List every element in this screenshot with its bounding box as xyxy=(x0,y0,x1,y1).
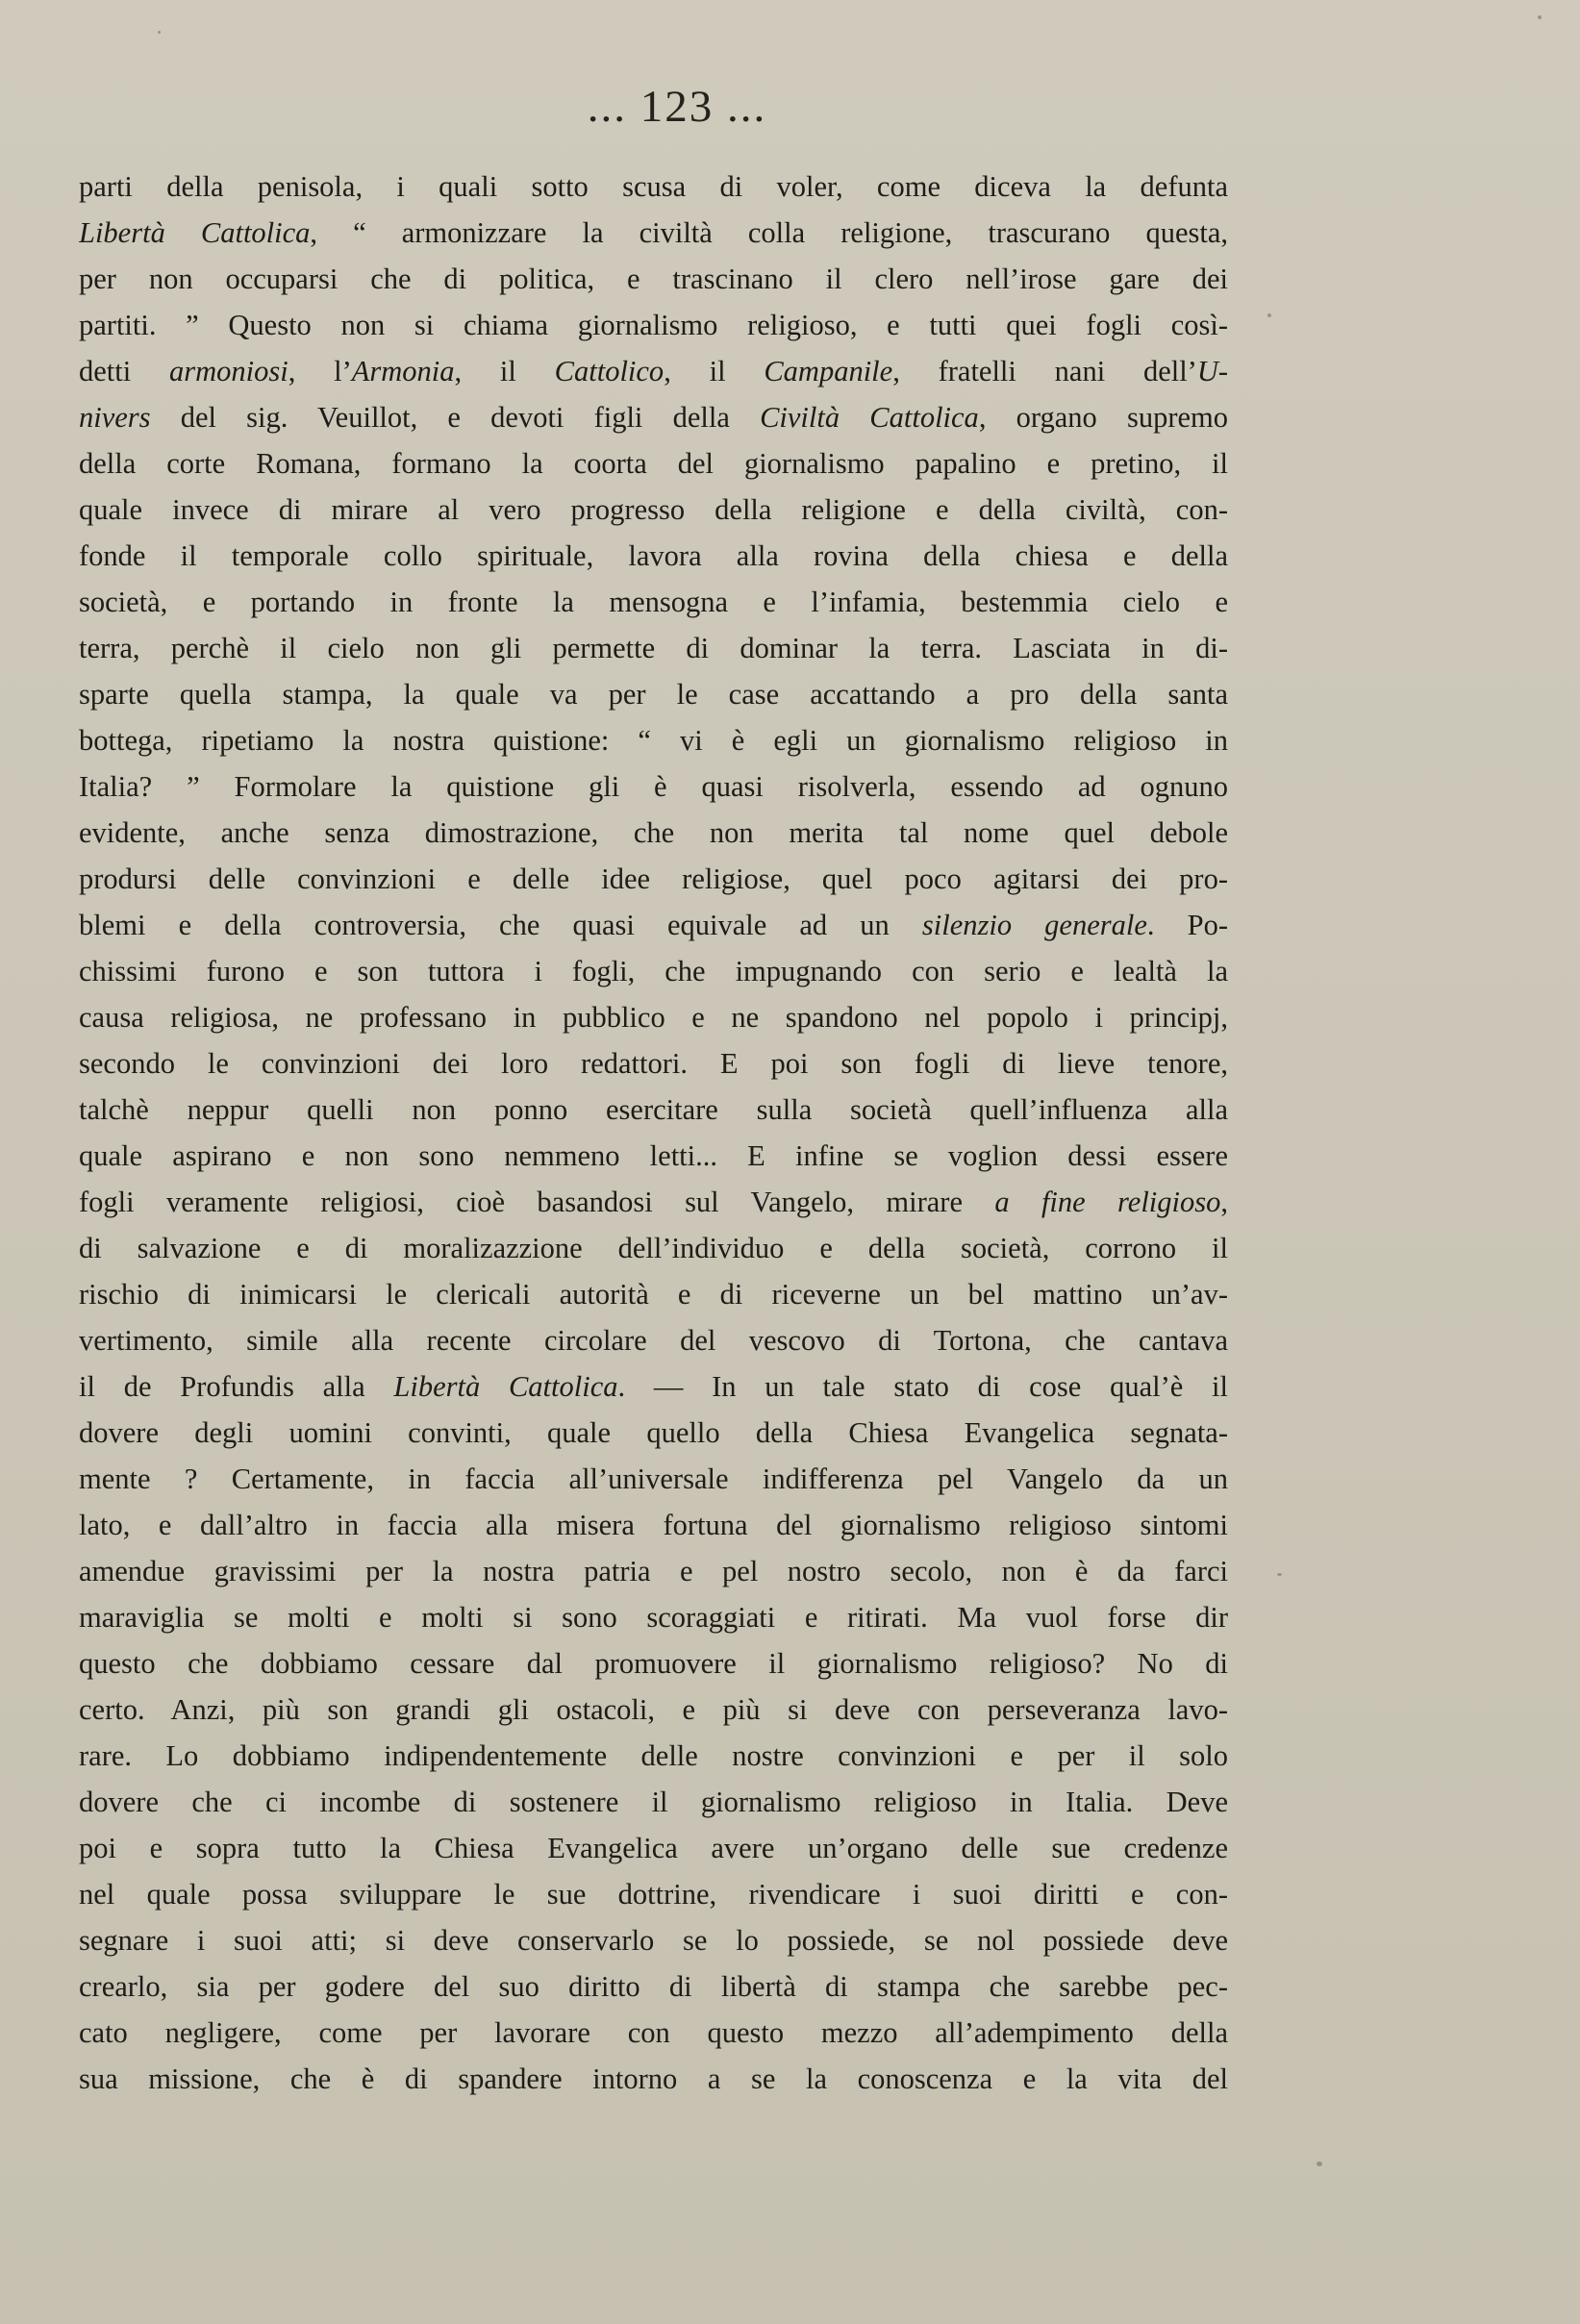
text-segment: di salvazione e di moralizazzione dell’individuo e della società, corrono il xyxy=(79,1232,1228,1264)
text-line xyxy=(79,256,1228,302)
text-line xyxy=(79,1317,1228,1363)
text-segment: vertimento, simile alla recente circolare del vescovo di Tortona, che cantava xyxy=(79,1324,1228,1357)
text-line xyxy=(79,1733,1228,1779)
text-segment: terra, perchè il cielo non gli permette di dominar la terra. Lasciata in di- xyxy=(79,632,1228,664)
text-segment: bottega, ripetiamo la nostra quistione: “ vi è egli un giornalismo religioso in xyxy=(79,724,1228,757)
text-line xyxy=(79,2010,1228,2056)
text-line xyxy=(79,994,1228,1040)
text-segment: maraviglia se molti e molti si sono scoraggiati e ritirati. Ma vuol forse dir xyxy=(79,1601,1228,1634)
text-line xyxy=(79,1502,1228,1548)
italic-text: Libertà Cattolica xyxy=(79,216,311,249)
text-segment: poi e sopra tutto la Chiesa Evangelica avere un’organo delle sue credenze xyxy=(79,1832,1228,1864)
text-segment: , xyxy=(1220,1186,1228,1218)
italic-text: nivers xyxy=(79,401,151,434)
italic-text: armoniosi xyxy=(169,355,288,387)
text-line xyxy=(79,1640,1228,1687)
text-line xyxy=(79,1825,1228,1871)
text-segment: . Po- xyxy=(1146,909,1228,941)
text-segment: sua missione, che è di spandere intorno a se la conoscenza e la vita del xyxy=(79,2062,1228,2095)
text-segment: blemi e della controversia, che quasi equivale ad un xyxy=(79,909,922,941)
text-segment: dovere degli uomini convinti, quale quello della Chiesa Evangelica segnata- xyxy=(79,1416,1228,1449)
text-segment: causa religiosa, ne professano in pubblico e ne spandono nel popolo i principj, xyxy=(79,1001,1228,1034)
italic-text: Armonia xyxy=(351,355,455,387)
text-line xyxy=(79,1687,1228,1733)
text-segment: crearlo, sia per godere del suo diritto di libertà di stampa che sarebbe pec- xyxy=(79,1970,1228,2003)
text-segment: , il xyxy=(664,355,765,387)
text-segment: società, e portando in fronte la mensogna e l’infamia, bestemmia cielo e xyxy=(79,586,1228,618)
text-segment: cato negligere, come per lavorare con questo mezzo all’adempimento della xyxy=(79,2016,1228,2049)
text-line xyxy=(79,394,1228,440)
text-line xyxy=(79,1963,1228,2010)
text-segment: mente ? Certamente, in faccia all’universale indifferenza pel Vangelo da un xyxy=(79,1462,1228,1495)
text-segment: . — In un tale stato di cose qual’è il xyxy=(617,1370,1228,1403)
text-segment: quale invece di mirare al vero progresso della religione e della civiltà, con- xyxy=(79,493,1228,526)
text-segment: detti xyxy=(79,355,169,387)
text-segment: , l’ xyxy=(288,355,352,387)
text-line xyxy=(79,671,1228,717)
text-line xyxy=(79,1410,1228,1456)
text-line xyxy=(79,348,1228,394)
text-line xyxy=(79,533,1228,579)
text-segment: rare. Lo dobbiamo indipendentemente delle nostre convinzioni e per il solo xyxy=(79,1739,1228,1772)
text-line xyxy=(79,163,1228,210)
text-segment: prodursi delle convinzioni e delle idee religiose, quel poco agitarsi dei pro- xyxy=(79,862,1228,895)
text-segment: il de Profundis alla xyxy=(79,1370,394,1403)
text-line xyxy=(79,1917,1228,1963)
text-segment: , il xyxy=(454,355,555,387)
text-line xyxy=(79,302,1228,348)
text-segment: fonde il temporale collo spirituale, lavora alla rovina della chiesa e della xyxy=(79,539,1228,572)
paper-speck xyxy=(1538,15,1542,19)
text-segment: , “ armonizzare la civiltà colla religione, trascurano questa, xyxy=(310,216,1228,249)
text-line xyxy=(79,2056,1228,2102)
italic-text: Libertà Cattolica xyxy=(393,1370,618,1403)
italic-text: Civiltà Cattolica xyxy=(760,401,979,434)
text-line xyxy=(79,902,1228,948)
text-line xyxy=(79,210,1228,256)
text-segment: , fratelli nani dell’ xyxy=(892,355,1197,387)
page-number: ... 123 ... xyxy=(587,82,767,132)
text-segment: chissimi furono e son tuttora i fogli, che impugnando con serio e lealtà la xyxy=(79,955,1228,987)
text-segment: sparte quella stampa, la quale va per le case accattando a pro della santa xyxy=(79,678,1228,711)
text-line xyxy=(79,1594,1228,1640)
text-segment: quale aspirano e non sono nemmeno letti... E infine se voglion dessi essere xyxy=(79,1139,1228,1172)
text-line xyxy=(79,440,1228,487)
italic-text: silenzio generale xyxy=(921,909,1147,941)
text-line xyxy=(79,1040,1228,1087)
text-segment: parti della penisola, i quali sotto scusa di voler, come diceva la defunta xyxy=(79,170,1228,203)
paper-speck xyxy=(1317,2162,1322,2166)
text-segment: segnare i suoi atti; si deve conservarlo se lo possiede, se nol possiede deve xyxy=(79,1924,1228,1957)
text-segment: talchè neppur quelli non ponno esercitare sulla società quell’influenza alla xyxy=(79,1093,1228,1126)
text-line xyxy=(79,717,1228,763)
text-segment: Italia? ” Formolare la quistione gli è quasi risolverla, essendo ad ognuno xyxy=(79,770,1228,803)
italic-text: Cattolico xyxy=(554,355,665,387)
text-line xyxy=(79,1779,1228,1825)
text-segment: del sig. Veuillot, e devoti figli della xyxy=(150,401,761,434)
text-line xyxy=(79,1456,1228,1502)
text-segment: fogli veramente religiosi, cioè basandosi sul Vangelo, mirare xyxy=(79,1186,995,1218)
italic-text: U- xyxy=(1196,355,1228,387)
text-segment: per non occuparsi che di politica, e trascinano il clero nell’irose gare dei xyxy=(79,262,1228,295)
text-segment: amendue gravissimi per la nostra patria e pel nostro secolo, non è da farci xyxy=(79,1555,1228,1587)
text-segment: nel quale possa sviluppare le sue dottrine, rivendicare i suoi diritti e con- xyxy=(79,1878,1228,1911)
text-segment: della corte Romana, formano la coorta del giornalismo papalino e pretino, il xyxy=(79,447,1228,480)
text-line xyxy=(79,1363,1228,1410)
text-line xyxy=(79,810,1228,856)
text-line xyxy=(79,1225,1228,1271)
italic-text: Campanile xyxy=(764,355,893,387)
text-line xyxy=(79,1271,1228,1317)
text-segment: lato, e dall’altro in faccia alla misera fortuna del giornalismo religioso sintomi xyxy=(79,1509,1228,1541)
text-segment: evidente, anche senza dimostrazione, che non merita tal nome quel debole xyxy=(79,816,1228,849)
italic-text: a fine religioso xyxy=(994,1186,1221,1218)
text-segment: dovere che ci incombe di sostenere il giornalismo religioso in Italia. Deve xyxy=(79,1786,1228,1818)
body-text xyxy=(79,163,1228,2102)
text-segment: secondo le convinzioni dei loro redattori. E poi son fogli di lieve tenore, xyxy=(79,1047,1228,1080)
paper-speck xyxy=(1277,1573,1282,1576)
text-line xyxy=(79,856,1228,902)
text-segment: , organo supremo xyxy=(978,401,1228,434)
text-segment: questo che dobbiamo cessare dal promuovere il giornalismo religioso? No di xyxy=(79,1647,1228,1680)
text-line xyxy=(79,948,1228,994)
text-segment: rischio di inimicarsi le clericali autorità e di riceverne un bel mattino un’av- xyxy=(79,1278,1228,1311)
text-line xyxy=(79,763,1228,810)
text-line xyxy=(79,579,1228,625)
text-line xyxy=(79,1133,1228,1179)
text-line xyxy=(79,625,1228,671)
text-line xyxy=(79,487,1228,533)
text-segment: certo. Anzi, più son grandi gli ostacoli, e più si deve con perseveranza lavo- xyxy=(79,1693,1228,1726)
paper-speck xyxy=(158,31,161,34)
text-segment: partiti. ” Questo non si chiama giornalismo religioso, e tutti quei fogli così- xyxy=(79,309,1228,341)
text-line xyxy=(79,1087,1228,1133)
text-line xyxy=(79,1179,1228,1225)
paper-speck xyxy=(1267,313,1271,317)
text-line xyxy=(79,1871,1228,1917)
text-line xyxy=(79,1548,1228,1594)
